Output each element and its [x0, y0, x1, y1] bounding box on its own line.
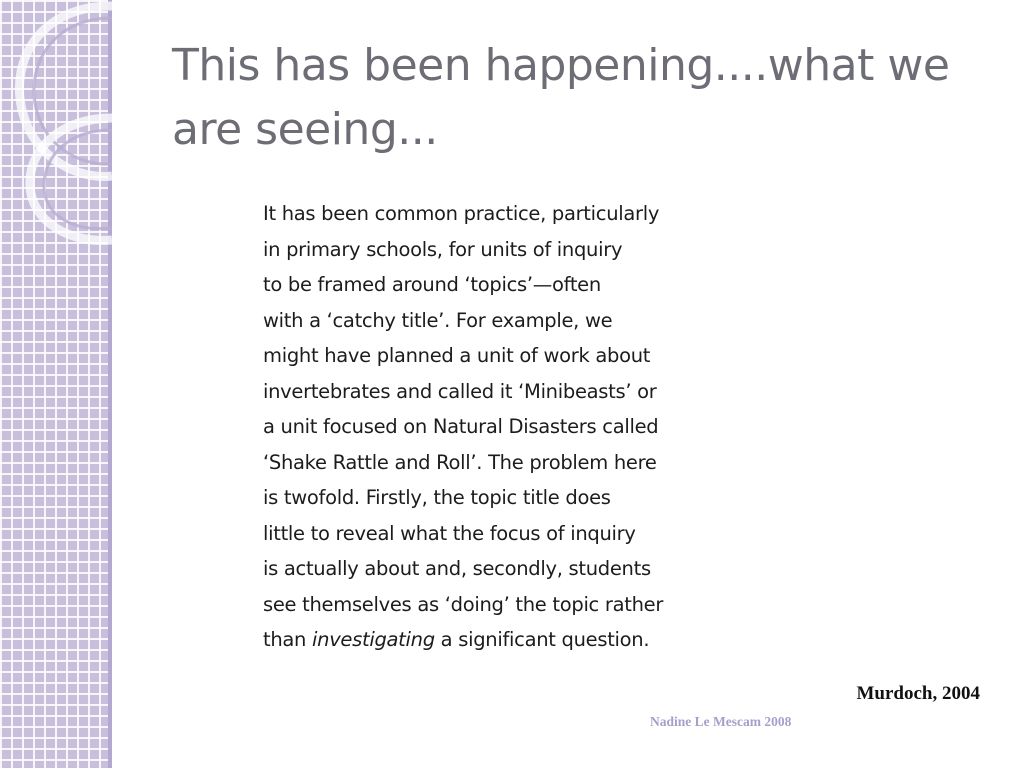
- slide-title: This has been happening....what we are seeing...: [172, 40, 950, 155]
- quote-line: little to reveal what the focus of inquiry: [263, 521, 636, 545]
- quote-last-suffix: a significant question.: [434, 628, 650, 651]
- quote-line: is actually about and, secondly, students: [263, 557, 651, 580]
- quote-line: see themselves as ‘doing’ the topic rather: [263, 592, 664, 616]
- quote-block: [263, 196, 803, 658]
- quote-line: in primary schools, for units of inquiry: [263, 237, 623, 261]
- quote-line: ‘Shake Rattle and Roll’. The problem here: [263, 450, 657, 474]
- swirl-ornament-icon: [0, 0, 112, 320]
- author-footer: Nadine Le Mescam 2008: [650, 714, 792, 729]
- quote-line: a unit focused on Natural Disasters called: [263, 415, 659, 438]
- quote-line: to be framed around ‘topics’—often: [263, 273, 601, 296]
- quote-line: with a ‘catchy title’. For example, we: [263, 308, 613, 332]
- quote-line-last: [263, 622, 803, 658]
- quote-line: might have planned a unit of work about: [263, 344, 651, 367]
- quote-last-prefix: than: [263, 628, 313, 651]
- quote-line: invertebrates and called it ‘Minibeasts’ or: [263, 379, 657, 403]
- quote-line: It has been common practice, particularly: [263, 202, 660, 225]
- quote-emphasis: investigating: [312, 628, 435, 651]
- quote-line: is twofold. Firstly, the topic title does: [263, 486, 611, 509]
- citation: Murdoch, 2004: [856, 683, 980, 704]
